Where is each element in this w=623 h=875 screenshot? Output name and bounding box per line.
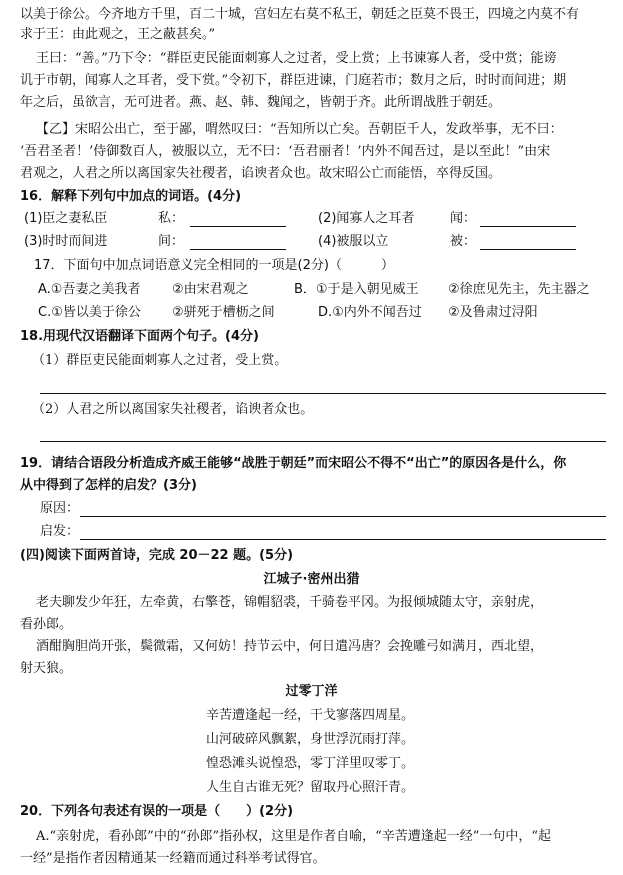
poem-line: 人生自古谁无死？留取丹心照汗青。 xyxy=(206,780,415,795)
q16-item-sentence: (2)闻寡人之耳者 xyxy=(318,211,415,226)
passage-jia-line: 年之后，虽欲言，无可进者。燕、赵、韩、魏闻之，皆朝于齐。此所谓战胜于朝廷。 xyxy=(20,95,502,110)
q16-stem: 16．解释下列句中加点的词语。(4分) xyxy=(20,189,242,204)
poem-line: 射天狼。 xyxy=(20,661,73,676)
answer-line[interactable] xyxy=(80,539,606,540)
poem-line: 辛苦遭逢起一经，干戈寥落四周星。 xyxy=(206,708,415,723)
passage-jia-line: 以美于徐公。今齐地方千里，百二十城，宫妇左右莫不私王，朝廷之臣莫不畏王，四境之内莫不有 xyxy=(20,7,580,22)
poem-title: 江城子·密州出猎 xyxy=(263,572,360,587)
passage-jia-line: 王曰：“善。”乃下令：“群臣吏民能面刺寡人之过者，受上赏；上书谏寡人者，受中赏；能谤 xyxy=(36,51,557,66)
q16-item-char: 被： xyxy=(450,234,477,249)
q17-option[interactable]: A.①吾妻之美我者 xyxy=(38,282,141,297)
passage-yi-line: ‘吾君圣者！’侍御数百人，被服以立，无不曰：‘吾君丽者！’内外不闻吾过，是以至此！”由宋 xyxy=(20,144,551,159)
poem-line: 老夫聊发少年狂，左牵黄，右擎苍，锦帽貂裘，千骑卷平冈。为报倾城随太守，亲射虎， xyxy=(36,595,544,610)
q17-option[interactable]: C.①皆以美于徐公 xyxy=(38,305,141,320)
poem-title: 过零丁洋 xyxy=(285,684,338,699)
poem-line: 山河破碎风飘絮，身世浮沉雨打萍。 xyxy=(206,732,415,747)
q16-item-sentence: (4)被服以立 xyxy=(318,234,389,249)
q16-item-sentence: (3)时时而间进 xyxy=(24,234,108,249)
passage-yi-line: 【乙】宋昭公出亡，至于鄙，喟然叹曰：“吾知所以亡矣。吾朝臣千人，发政举事，无不曰： xyxy=(36,122,563,137)
q16-item-sentence: (1)臣之妻私臣 xyxy=(24,211,108,226)
q18-sentence-2: （2）人君之所以离国家失社稷者，谄谀者众也。 xyxy=(32,402,314,417)
q19-stem: 从中得到了怎样的启发？(3分) xyxy=(20,478,197,493)
answer-line[interactable] xyxy=(40,441,606,442)
q20-option-a: 一经”是指作者因精通某一经籍而通过科举考试得官。 xyxy=(20,851,326,866)
answer-blank[interactable] xyxy=(190,226,286,227)
q20-option-a[interactable]: A.“亲射虎，看孙郎”中的“孙郎”指孙权，这里是作者自喻，“辛苦遭逢起一经”一句中，“起 xyxy=(36,829,552,844)
q17-option: ②徐庶见先主，先主器之 xyxy=(448,282,590,297)
answer-line[interactable] xyxy=(80,516,606,517)
q16-item-char: 间： xyxy=(158,234,185,249)
q16-item-char: 私： xyxy=(158,211,185,226)
answer-blank[interactable] xyxy=(190,249,286,250)
q16-item-char: 闻： xyxy=(450,211,477,226)
passage-yi-line: 君观之，人君之所以离国家失社稷者，谄谀者众也。故宋昭公亡而能悟，卒得反国。 xyxy=(20,166,502,181)
q17-option: ②由宋君观之 xyxy=(172,282,249,297)
q19-inspire-label: 启发： xyxy=(40,524,80,539)
q18-sentence-1: （1）群臣吏民能面刺寡人之过者，受上赏。 xyxy=(32,353,288,368)
poem-line: 酒酣胸胆尚开张，鬓微霜，又何妨！持节云中，何日遣冯唐？会挽雕弓如满月，西北望， xyxy=(36,639,544,654)
poem-line: 看孙郎。 xyxy=(20,617,73,632)
answer-line[interactable] xyxy=(40,393,606,394)
section-heading: (四)阅读下面两首诗，完成 20－22 题。(5分) xyxy=(20,548,294,563)
q17-option[interactable]: D.①内外不闻吾过 xyxy=(318,305,422,320)
q17-option: ②骈死于槽枥之间 xyxy=(172,305,275,320)
q18-stem: 18.用现代汉语翻译下面两个句子。(4分) xyxy=(20,329,259,344)
q19-stem: 19．请结合语段分析造成齐威王能够“战胜于朝廷”而宋昭公不得不“出亡”的原因各是什么，你 xyxy=(20,456,567,471)
poem-line: 惶恐滩头说惶恐，零丁洋里叹零丁。 xyxy=(206,756,415,771)
q17-option: ②及鲁肃过浔阳 xyxy=(448,305,538,320)
q19-reason-label: 原因： xyxy=(40,501,80,516)
q20-stem: 20．下列各句表述有误的一项是（ ）(2分) xyxy=(20,804,294,819)
passage-jia-line: 讥于市朝，闻寡人之耳者，受下赏。”令初下，群臣进谏，门庭若市；数月之后，时时而间进；期 xyxy=(20,73,567,88)
answer-blank[interactable] xyxy=(480,249,576,250)
q17-stem: 17．下面句中加点词语意义完全相同的一项是(2分)（ ） xyxy=(34,258,394,273)
q17-option[interactable]: B．①于是入朝见威王 xyxy=(294,282,419,297)
answer-blank[interactable] xyxy=(480,226,576,227)
passage-jia-line: 求于王：由此观之，王之蔽甚矣。” xyxy=(20,27,216,42)
